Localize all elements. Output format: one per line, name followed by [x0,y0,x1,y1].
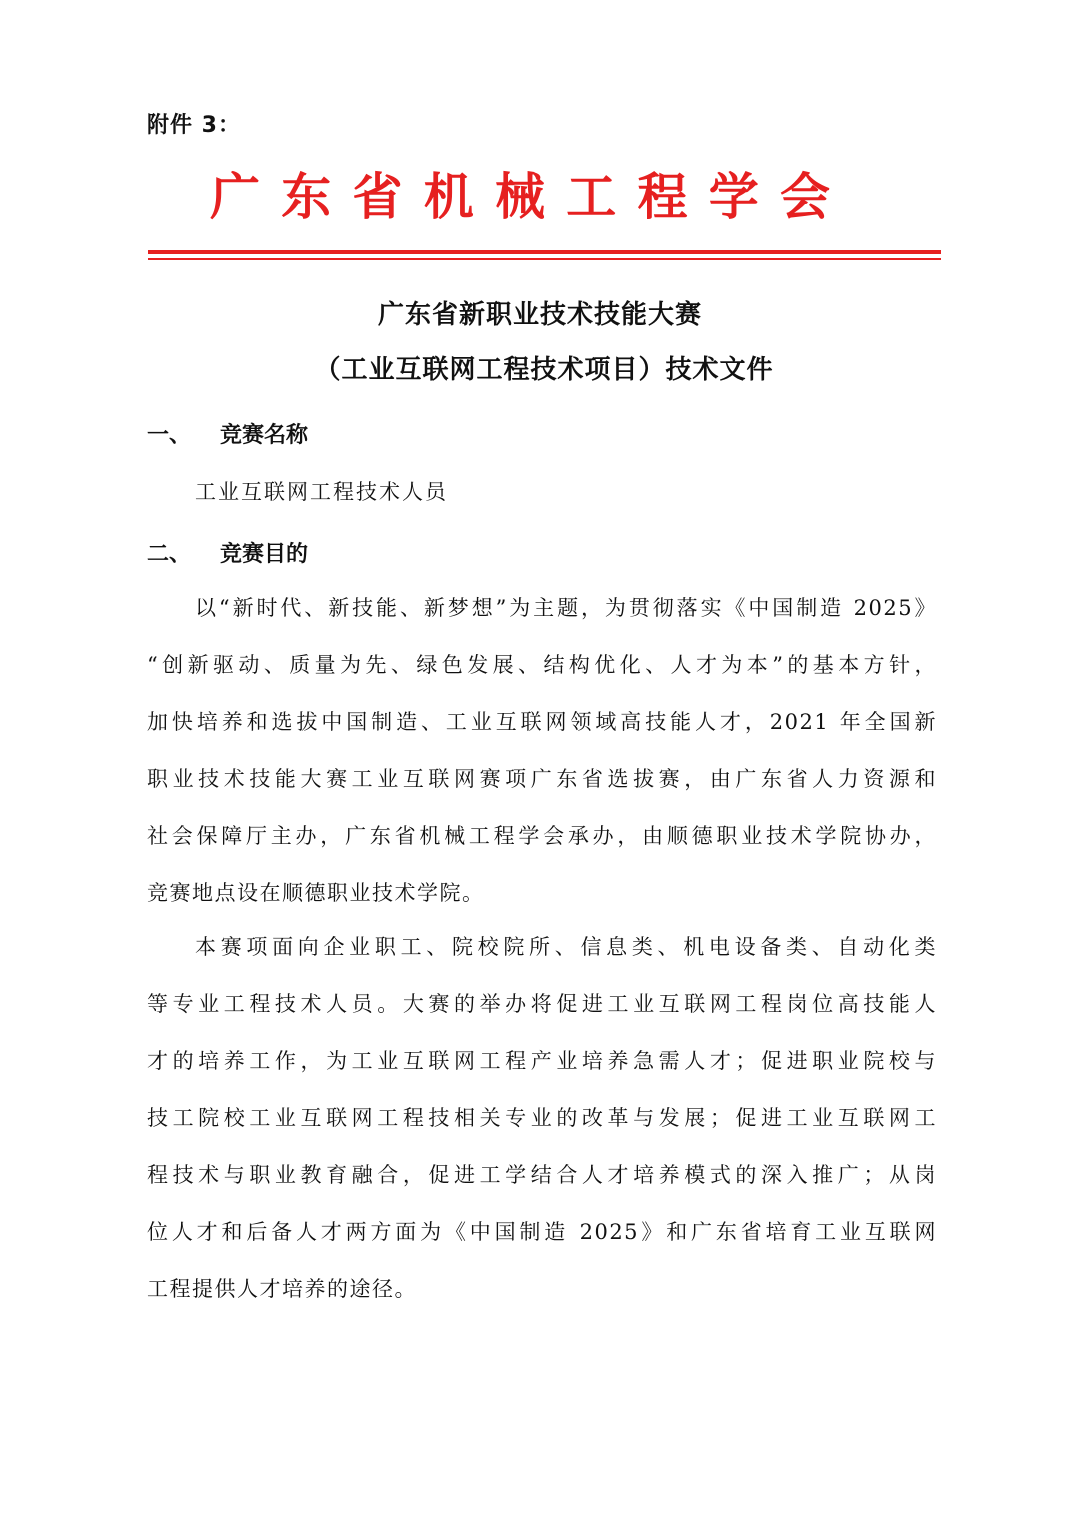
paragraph-line: 工程提供人才培养的途径。 [147,1277,417,1301]
section-title: 竞赛目的 [220,542,309,567]
paragraph-line: 位人才和后备人才两方面为《中国制造 2025》和广东省培育工业互联网 [147,1220,937,1244]
organization-title-char: 省 [352,167,403,226]
paragraph-purpose-2 [147,919,937,1318]
header-divider-thin [148,258,941,260]
paragraph-line: 竞赛地点设在顺德职业技术学院。 [147,881,485,905]
paragraph-line: 社会保障厅主办，广东省机械工程学会承办，由顺德职业技术学院协办， [147,824,937,848]
paragraph-line: 本赛项面向企业职工、院校院所、信息类、机电设备类、自动化类 [195,935,937,959]
paragraph-line: 等专业工程技术人员。大赛的举办将促进工业互联网工程岗位高技能人 [147,992,937,1016]
header-divider-thick [148,250,941,254]
organization-title-char: 会 [780,167,830,226]
section-heading-2 [147,537,308,568]
paragraph-line: 职业技术技能大赛工业互联网赛项广东省选拔赛，由广东省人力资源和 [147,767,937,791]
paragraph-line: 才的培养工作，为工业互联网工程产业培养急需人才；促进职业院校与 [147,1049,937,1073]
organization-title-char: 程 [637,167,688,226]
section-number: 二、 [147,542,192,567]
organization-title-char: 工 [566,167,617,226]
attachment-label: 附件 3： [147,113,241,138]
paragraph-purpose-1 [147,580,937,922]
organization-title-char: 东 [281,167,332,226]
organization-title [210,158,830,228]
paragraph-line: 以“新时代、新技能、新梦想”为主题，为贯彻落实《中国制造 2025》 [195,596,937,620]
organization-title-char: 学 [708,167,759,226]
section-title: 竞赛名称 [220,423,309,448]
organization-title-char: 广 [210,167,260,226]
section-heading-1 [147,418,308,449]
section-number: 一、 [147,423,192,448]
organization-title-char: 机 [423,167,474,226]
document-title-line-1: 广东省新职业技术技能大赛 [377,300,702,330]
paragraph-line: 加快培养和选拔中国制造、工业互联网领域高技能人才，2021 年全国新 [147,710,937,734]
paragraph-line: “创新驱动、质量为先、绿色发展、结构优化、人才为本”的基本方针， [147,653,937,677]
competition-name: 工业互联网工程技术人员 [195,480,448,504]
paragraph-line: 技工院校工业互联网工程技相关专业的改革与发展；促进工业互联网工 [147,1106,937,1130]
paragraph-line: 程技术与职业教育融合，促进工学结合人才培养模式的深入推广；从岗 [147,1163,937,1187]
document-title-line-2: （工业互联网工程技术项目）技术文件 [314,355,774,385]
organization-title-char: 械 [495,167,545,226]
